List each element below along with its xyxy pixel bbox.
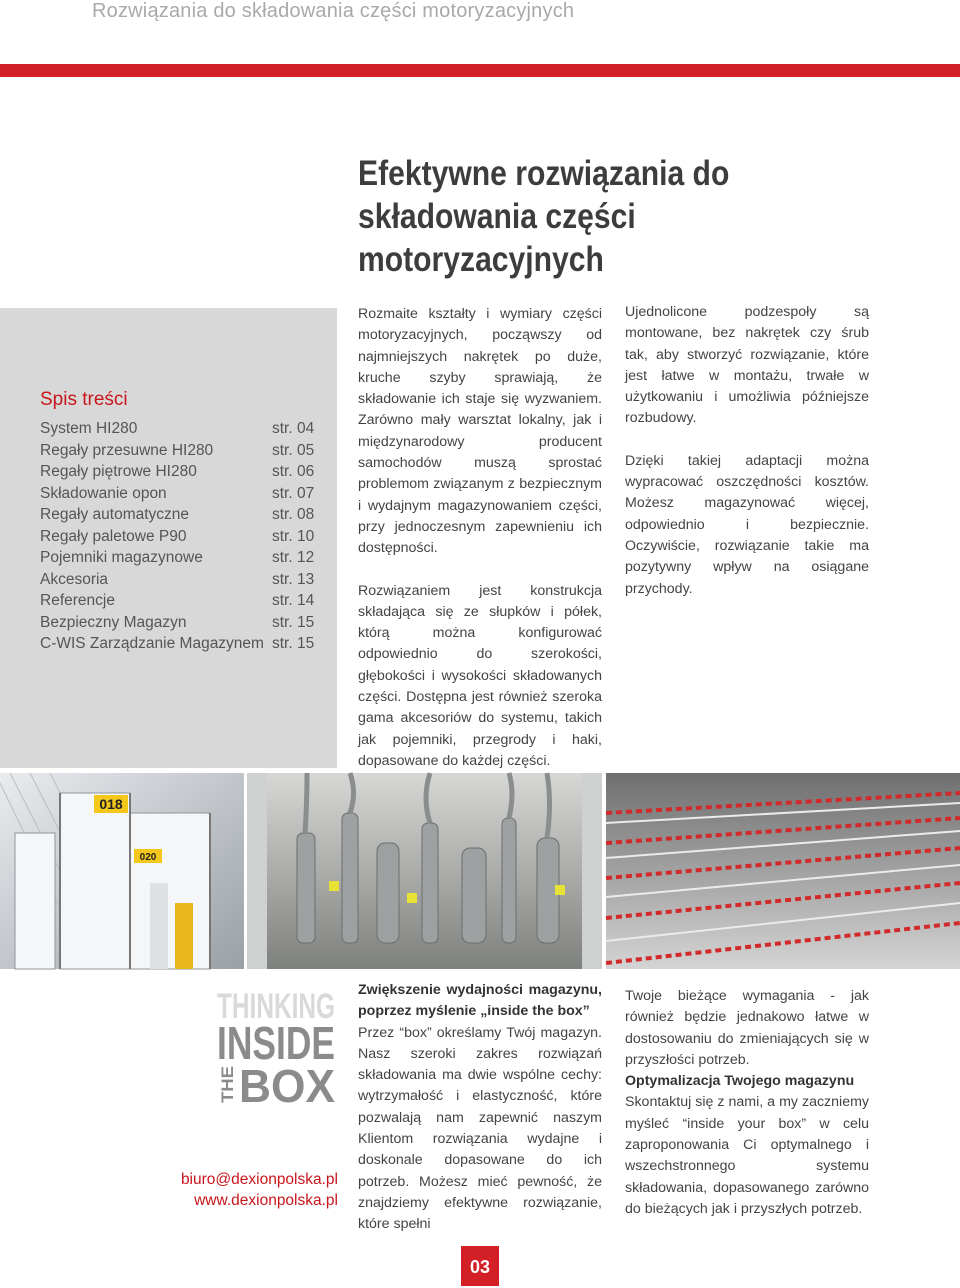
photo-shelving-bins [0, 773, 244, 969]
toc-item[interactable] [40, 440, 330, 462]
toc-item-label: System HI280 [40, 420, 138, 437]
toc-item[interactable] [40, 526, 330, 548]
intro-paragraph: Rozwiązaniem jest konstrukcja składająca się ze słupków i półek, którą można konfigurować odpowiednio do szerokości, głębokości i wysokości składowanych części. Dostępna jest również szeroka gama akcesoriów do systemu, takich jak pojemniki, przegrody i haki, dopasowane do każdej części. [358, 582, 602, 769]
section-paragraph: Skontaktuj się z nami, a my zaczniemy myśleć “inside your box” w celu zaproponowania Ci optymalnego i wszechstronnego systemu składowania, dopasowanego zarówno do bieżących jak i przyszłych potrzeb. [625, 1094, 869, 1217]
toc-item[interactable] [40, 504, 330, 526]
contact-website-link[interactable]: www.dexionpolska.pl [194, 1192, 338, 1209]
toc-item-label: Regały przesuwne HI280 [40, 441, 214, 459]
thinking-inside-the-box-logo [217, 985, 337, 1110]
toc-item-page: str. 15 [272, 635, 315, 652]
intro-paragraph: Ujednolicone podzespoły są montowane, bez nakrętek czy śrub tak, aby stworzyć rozwiązanie, które jest łatwe w montażu, trwałe w użytkowaniu i umożliwia późniejsze rozbudowy. [625, 304, 869, 427]
logo-line-the: THE [218, 1069, 237, 1103]
toc-item[interactable] [40, 569, 330, 591]
photo-exhaust-parts [247, 773, 602, 969]
toc-item-page: str. 12 [272, 549, 315, 566]
toc-list [40, 418, 330, 655]
logo-line-inside: INSIDE [217, 1017, 335, 1069]
intro-paragraph: Dzięki takiej adaptacji można wypracować oszczędności kosztów. Możesz magazynować więcej, odpowiednio i bezpiecznie. Oczywiście, rozwiązanie takie ma pozytywny wpływ na osiągane przychody. [625, 452, 869, 597]
bin-label: 018 [99, 796, 123, 812]
intro-paragraph: Rozmaite kształty i wymiary części motoryzacyjnych, począwszy od najmniejszych nakrętek po duże, kruche szyby sprawiają, że składowanie ich staje się wyzwaniem. Zarówno mały warsztat lokalny, jak i międzynarodowy producent samochodów muszą sprostać problemom związanym z bezpiecznym i wydajnym magazynowaniem części, przy jednoczesnym zapewnieniu ich dostępności. [358, 306, 602, 557]
intro-column-1 [358, 304, 602, 793]
logo-line-box: BOX [239, 1060, 336, 1112]
toc-item-label: Pojemniki magazynowe [40, 549, 203, 566]
section-heading: Zwiększenie wydajności magazynu, poprzez myślenie „inside the box” [358, 982, 602, 1020]
toc-item-label: Bezpieczny Magazyn [40, 613, 187, 631]
intro-column-2 [625, 302, 869, 621]
toc-item-page: str. 13 [272, 570, 315, 588]
toc-item-page: str. 15 [272, 613, 315, 631]
toc-title: Spis treści [40, 389, 128, 410]
toc-item-page: str. 10 [272, 527, 315, 545]
toc-item-label: Akcesoria [40, 570, 109, 588]
page-number: 03 [461, 1246, 499, 1286]
toc-item-page: str. 14 [272, 592, 315, 609]
toc-item-page: str. 07 [272, 484, 315, 502]
toc-item-label: Referencje [40, 592, 115, 609]
bin-label: 020 [139, 852, 157, 863]
photo-conveyor-rollers [606, 773, 960, 969]
photo-strip [0, 773, 960, 969]
toc-item-page: str. 08 [272, 506, 315, 523]
contact-block [150, 1169, 338, 1211]
toc-item[interactable] [40, 418, 330, 440]
toc-item[interactable] [40, 590, 330, 612]
toc-item-label: Regały piętrowe HI280 [40, 463, 197, 480]
toc-item[interactable] [40, 461, 330, 483]
contact-email-link[interactable]: biuro@dexionpolska.pl [180, 1171, 338, 1188]
toc-item-page: str. 05 [272, 441, 315, 459]
section-paragraph: Przez “box” określamy Twój magazyn. Nasz szeroki zakres rozwiązań składowania ma dwie wspólne cechy: wytrzymałość i elastyczność, które pozwalają nam zapewnić naszym Klientom rozwiązania wydajne i doskonale dopasowane do ich potrzeb. Możesz mieć pewność, że znajdziemy efektywne rozwiązanie, które spełni [358, 1024, 602, 1233]
bottom-column-1 [358, 980, 602, 1236]
toc-item[interactable] [40, 612, 330, 634]
toc-item[interactable] [40, 547, 330, 569]
bottom-column-2 [625, 986, 869, 1220]
logo-line-thinking: THINKING [217, 987, 335, 1026]
toc-item-page: str. 06 [272, 463, 315, 480]
page-headline: Efektywne rozwiązania do składowania części motoryzacyjnych [358, 154, 730, 279]
header-red-bar [0, 64, 960, 77]
toc-item[interactable] [40, 633, 330, 655]
toc-item-label: Regały paletowe P90 [40, 527, 187, 545]
toc-item-label: Składowanie opon [40, 484, 167, 502]
section-paragraph: Twoje bieżące wymagania - jak również będzie jednakowo łatwe w dostosowaniu do zmieniających się w przyszłości potrzeb. [625, 988, 869, 1068]
toc-item-label: C-WIS Zarządzanie Magazynem [40, 635, 264, 652]
toc-item[interactable] [40, 483, 330, 505]
subsection-heading: Optymalizacja Twojego magazynu [625, 1073, 855, 1090]
running-header: Rozwiązania do składowania części motoryzacyjnych [92, 0, 575, 22]
toc-item-page: str. 04 [272, 420, 315, 437]
toc-item-label: Regały automatyczne [40, 506, 190, 523]
